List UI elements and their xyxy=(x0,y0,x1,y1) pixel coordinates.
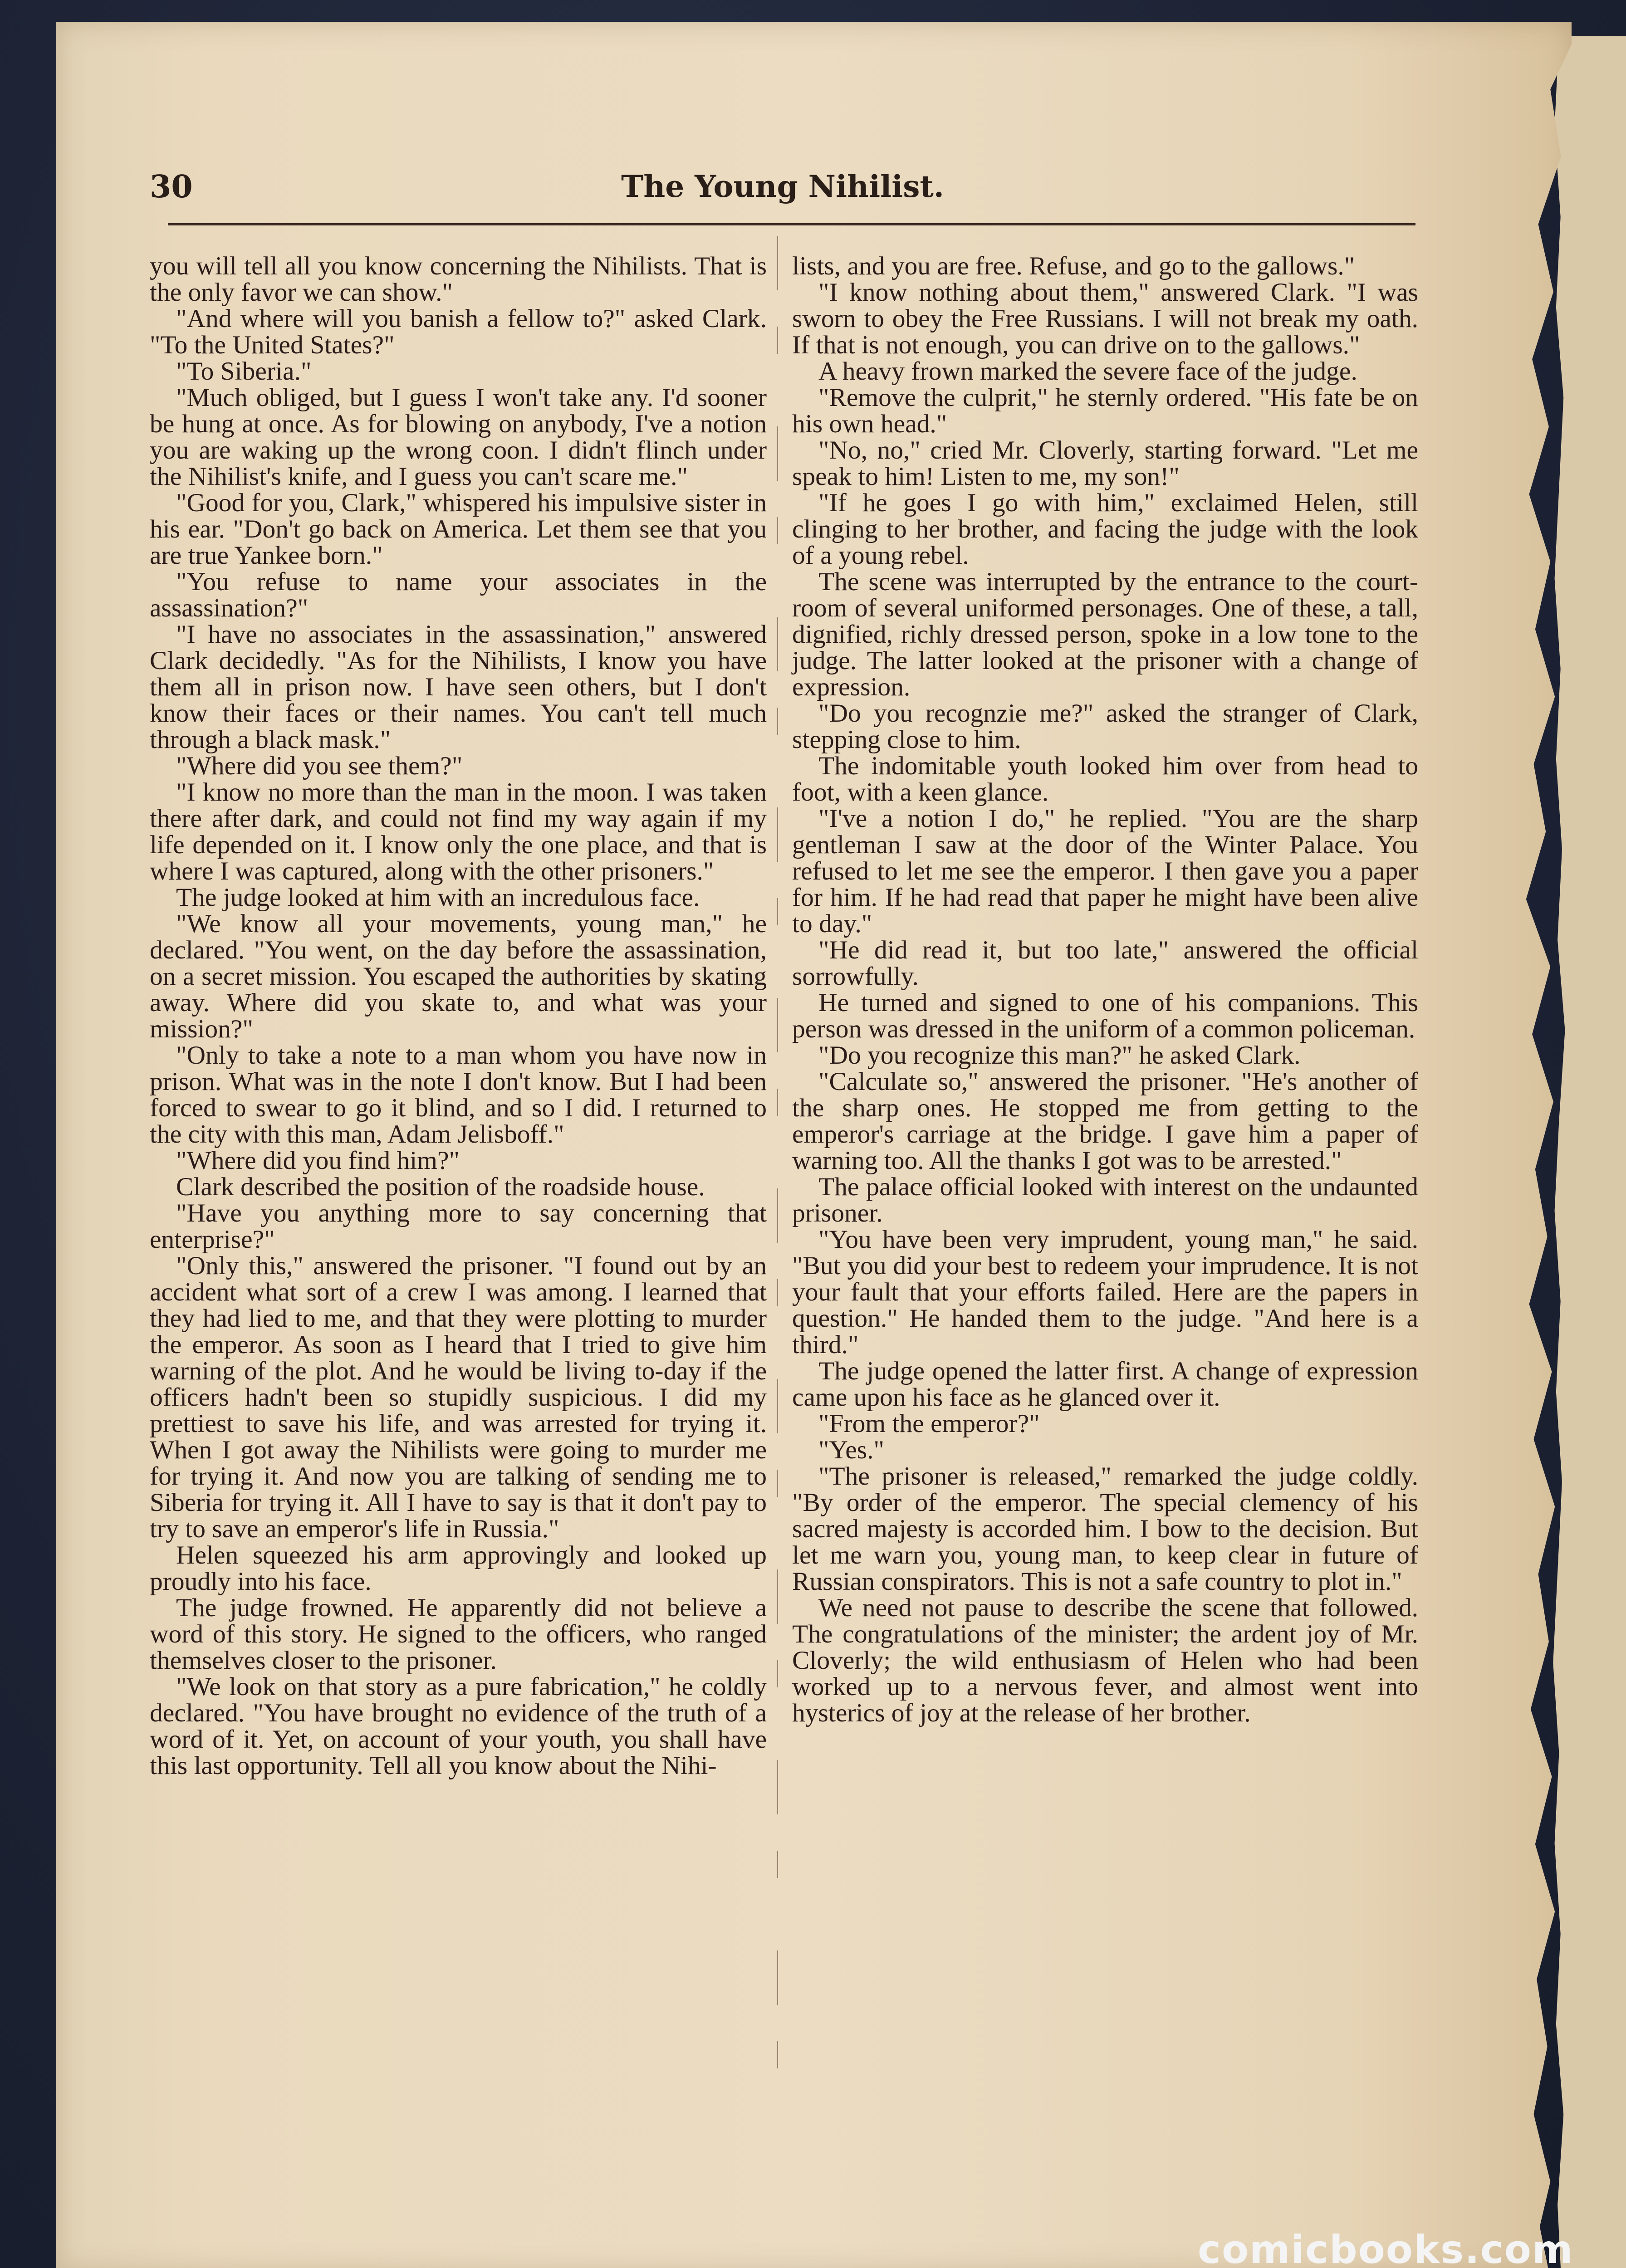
column-divider xyxy=(777,236,778,2087)
paragraph: "Much obliged, but I guess I won't take any. I'd sooner be hung at once. As for blowing on anybody, I've a notion you are waking up the wrong coon. I didn't flinch under the Nihilist's knife, and I guess you can't scare me." xyxy=(150,383,767,491)
paragraph: "You have been very imprudent, young man," he said. "But you did your best to redeem your imprudence. It is not your fault that your efforts failed. Here are the papers in question." He handed them to the judge. "And here is a third." xyxy=(792,1225,1418,1359)
paragraph: "Only to take a note to a man whom you have now in prison. What was in the note I don't know. But I had been forced to swear to go it blind, and so I did. I returned to the city with this man, Adam Jelisboff." xyxy=(150,1041,767,1149)
paragraph: The judge looked at him with an incredulous face. xyxy=(176,883,700,912)
paragraph: Helen squeezed his arm approvingly and looked up proudly into his face. xyxy=(150,1541,767,1596)
paragraph: "Do you recognzie me?" asked the stranger of Clark, stepping close to him. xyxy=(792,699,1418,754)
paragraph: "We look on that story as a pure fabrication," he coldly declared. "You have brought no evidence of the truth of a word of it. Yet, on account of your youth, you shall have this last opportunity. Tell all you know about the Nihi- xyxy=(150,1672,767,1780)
header-rule xyxy=(168,223,1415,225)
adjacent-page-edge xyxy=(1552,36,1626,2268)
left-column xyxy=(150,253,767,2081)
paragraph: "Calculate so," answered the prisoner. "He's another of the sharp ones. He stopped me from getting to the emperor's carriage at the bridge. I gave him a paper of warning too. All the thanks I got was to be arrested." xyxy=(792,1067,1418,1175)
paragraph: "Where did you find him?" xyxy=(176,1146,460,1175)
paragraph: "Have you anything more to say concerning that enterprise?" xyxy=(150,1199,767,1254)
page-header xyxy=(150,161,1415,220)
paragraph: The indomitable youth looked him over from head to foot, with a keen glance. xyxy=(792,752,1418,807)
paragraph: We need not pause to describe the scene that followed. The congratulations of the minister; the ardent joy of Mr. Cloverly; the wild enthusiasm of Helen who had been worked up to a nervous fever, and almost went into hysterics of joy at the release of her brother. xyxy=(792,1593,1418,1727)
paragraph: "I know nothing about them," answered Clark. "I was sworn to obey the Free Russians. I will not break my oath. If that is not enough, you can drive on to the gallows." xyxy=(792,278,1418,359)
paragraph: lists, and you are free. Refuse, and go to the gallows." xyxy=(792,252,1355,280)
paragraph: The judge opened the latter first. A change of expression came upon his face as he glanced over it. xyxy=(792,1357,1418,1412)
paragraph: Clark described the position of the roadside house. xyxy=(176,1173,705,1201)
paragraph: "Good for you, Clark," whispered his impulsive sister in his ear. "Don't go back on America. Let them see that you are true Yankee born." xyxy=(150,489,767,570)
paragraph: The scene was interrupted by the entrance to the court-room of several uniformed personages. One of these, a tall, dignified, richly dressed person, spoke in a low tone to the judge. The latter looked at the prisoner with a change of expression. xyxy=(792,567,1418,701)
paragraph: "He did read it, but too late," answered the official sorrowfully. xyxy=(792,936,1418,991)
paragraph: "I know no more than the man in the moon. I was taken there after dark, and could not find my way again if my life depended on it. I know only the one place, and that is where I was captured, along with the other prisoners." xyxy=(150,778,767,885)
paragraph: "Do you recognize this man?" he asked Clark. xyxy=(818,1041,1301,1070)
paragraph: "Where did you see them?" xyxy=(176,752,463,780)
paragraph: "Remove the culprit," he sternly ordered. "His fate be on his own head." xyxy=(792,383,1418,438)
paragraph: "From the emperor?" xyxy=(818,1409,1040,1438)
paragraph: The palace official looked with interest on the undaunted prisoner. xyxy=(792,1173,1418,1227)
paragraph: He turned and signed to one of his companions. This person was dressed in the uniform of a common policeman. xyxy=(792,988,1418,1043)
paragraph: "Only this," answered the prisoner. "I found out by an accident what sort of a crew I was among. I learned that they had lied to me, and that they were plotting to murder the emperor. As soon as I heard that I tried to give him warning of the plot. And he would be living to-day if the officers hadn't been so stupidly suspicious. I did my prettiest to save his life, and was arrested for trying it. When I got away the Nihilists were going to murder me for trying it. And now you are talking of sending me to Siberia for trying it. All I have to say is that it don't pay to try to save an emperor's life in Russia." xyxy=(150,1251,767,1543)
paragraph: "And where will you banish a fellow to?" asked Clark. "To the United States?" xyxy=(150,304,767,359)
paragraph: "If he goes I go with him," exclaimed Helen, still clinging to her brother, and facing the judge with the look of a young rebel. xyxy=(792,489,1418,570)
watermark: comicbooks.com xyxy=(1198,2227,1574,2268)
paragraph: you will tell all you know concerning the Nihilists. That is the only favor we can show." xyxy=(150,252,767,307)
paragraph: "I have no associates in the assassination," answered Clark decidedly. "As for the Nihilists, I know you have them all in prison now. I have seen others, but I don't know their faces or their names. You can't tell much through a black mask." xyxy=(150,620,767,754)
paragraph: "No, no," cried Mr. Cloverly, starting forward. "Let me speak to him! Listen to me, my son!" xyxy=(792,436,1418,491)
paragraph: "I've a notion I do," he replied. "You are the sharp gentleman I saw at the door of the Winter Palace. You refused to let me see the emperor. I then gave you a paper for him. If he had read that paper he might have been alive to day." xyxy=(792,804,1418,938)
paragraph: The judge frowned. He apparently did not believe a word of this story. He signed to the officers, who ranged themselves closer to the prisoner. xyxy=(150,1593,767,1675)
paragraph: "Yes." xyxy=(818,1436,884,1464)
paragraph: A heavy frown marked the severe face of the judge. xyxy=(818,357,1357,386)
paragraph: "The prisoner is released," remarked the judge coldly. "By order of the emperor. The special clemency of his sacred majesty is accorded him. I bow to the decision. But let me warn you, young man, to keep clear in future of Russian conspirators. This is not a safe country to plot in." xyxy=(792,1462,1418,1596)
right-column xyxy=(792,253,1418,2081)
page-number: 30 xyxy=(150,169,193,205)
running-title: The Young Nihilist. xyxy=(621,169,944,204)
paragraph: "You refuse to name your associates in the assassination?" xyxy=(150,567,767,622)
paragraph: "To Siberia." xyxy=(176,357,312,386)
paragraph: "We know all your movements, young man," he declared. "You went, on the day before the assassination, on a secret mission. You escaped the authorities by skating away. Where did you skate to, and what was your mission?" xyxy=(150,909,767,1043)
